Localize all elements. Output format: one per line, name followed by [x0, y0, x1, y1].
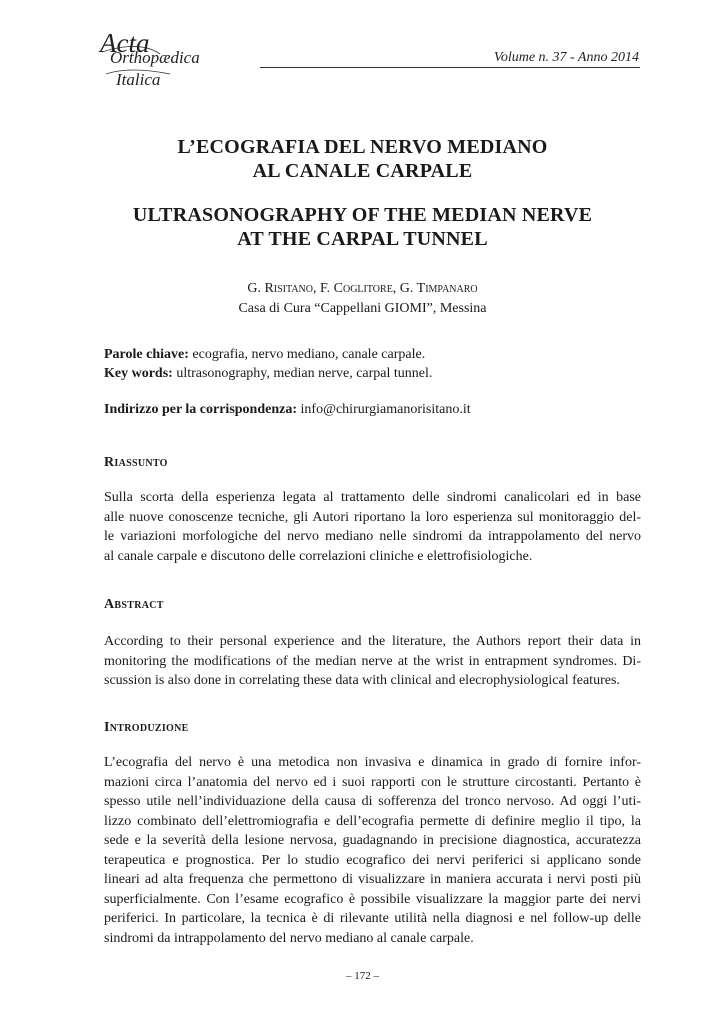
heading-riassunto: Riassunto [104, 455, 168, 470]
text-line: According to their personal experience and the literature, the Authors report their data in [104, 634, 641, 649]
text-line: mazioni circa l’anatomia del nervo ed i suoi rapporti con le strutture circostanti. Pertanto è [104, 774, 641, 790]
correspondence [104, 401, 644, 419]
heading-abstract: Abstract [104, 597, 164, 612]
logo-line-italica: Italica [116, 70, 161, 89]
paragraph-abstract [104, 632, 641, 691]
keywords-english [104, 365, 644, 383]
keywords-italian [104, 346, 644, 364]
text-line: lineari ad alta frequenza che permettono di visualizzare in maniera accurata i nervi posti più [104, 872, 641, 887]
page-number: – 172 – [346, 970, 379, 982]
paragraph-riassunto [104, 488, 641, 566]
title-italian-line-2: AL CANALE CARPALE [252, 160, 473, 182]
text-line: scussion is also done in correlating these data with clinical and elecrophysiological features. [104, 673, 620, 688]
keywords-english-label: Key words: [104, 366, 173, 381]
correspondence-email: info@chirurgiamanorisitano.it [300, 402, 471, 417]
journal-logo [100, 30, 260, 90]
keywords-english-value: ultrasonography, median nerve, carpal tunnel. [176, 366, 433, 381]
text-line: monitoring the modifications of the median nerve at the wrist in entrapment syndromes. Di- [104, 653, 641, 669]
heading-introduzione: Introduzione [104, 720, 189, 735]
text-line: terapeutica e prognostica. Per lo studio ecografico dei nervi periferici si applicano sonde [104, 852, 641, 868]
paragraph-introduzione [104, 753, 641, 948]
title-italian-line-1: L’ECOGRAFIA DEL NERVO MEDIANO [177, 136, 548, 158]
title-english-line-2: AT THE CARPAL TUNNEL [237, 228, 488, 250]
correspondence-label: Indirizzo per la corrispondenza: [104, 402, 298, 417]
text-line: alle nuove conoscenze tecniche, gli Autori riportano la loro esperienza sul monitoraggio del- [104, 509, 641, 525]
author-names: G. Risitano, F. Coglitore, G. Timpanaro [247, 281, 478, 296]
text-line: sede e la severità della lesione nervosa, guadagnando in precisione diagnostica, accuratezza [104, 833, 641, 848]
author-affiliation: Casa di Cura “Cappellani GIOMI”, Messina [238, 301, 487, 316]
text-line: spesso utile nell’individuazione della causa di sofferenza del tronco nervoso. Ad oggi l’uti- [104, 794, 641, 809]
keywords-italian-value: ecografia, nervo mediano, canale carpale. [192, 347, 426, 362]
text-line: L’ecografia del nervo è una metodica non invasiva e dinamica in grado di fornire infor- [104, 755, 641, 770]
keywords-italian-label: Parole chiave: [104, 347, 189, 362]
title-italian [0, 135, 725, 183]
text-line: lizzo combinato dell’elettromiografia e dell’ecografia permette di definire meglio il tipo, la [104, 813, 641, 829]
logo-line-acta: Acta [100, 28, 150, 58]
text-line: Sulla scorta della esperienza legata al trattamento delle sindromi canalicolari ed in base [104, 490, 641, 505]
logo-line-orthopaedica: Orthopædica [110, 48, 200, 67]
volume-label: Volume n. 37 - Anno 2014 [493, 50, 639, 65]
text-line: periferici. In particolare, la tecnica è di rilevante utilità nella diagnosi e nel follow-up delle [104, 911, 641, 926]
text-line: al canale carpale e discutono delle correlazioni cliniche e elettrofisiologiche. [104, 548, 533, 564]
title-english-line-1: ULTRASONOGRAPHY OF THE MEDIAN NERVE [132, 204, 593, 226]
text-line: superficialmente. Con l’esame ecografico è possibile visualizzare la maggior parte dei nervi [104, 891, 641, 907]
header-rule [260, 67, 640, 68]
author-block [0, 279, 725, 319]
title-english [0, 203, 725, 251]
text-line: sindromi da intrappolamento del nervo mediano al canale carpale. [104, 930, 474, 946]
text-line: le variazioni morfologiche del nervo mediano nelle sindromi da intrappolamento del nervo [104, 529, 641, 544]
